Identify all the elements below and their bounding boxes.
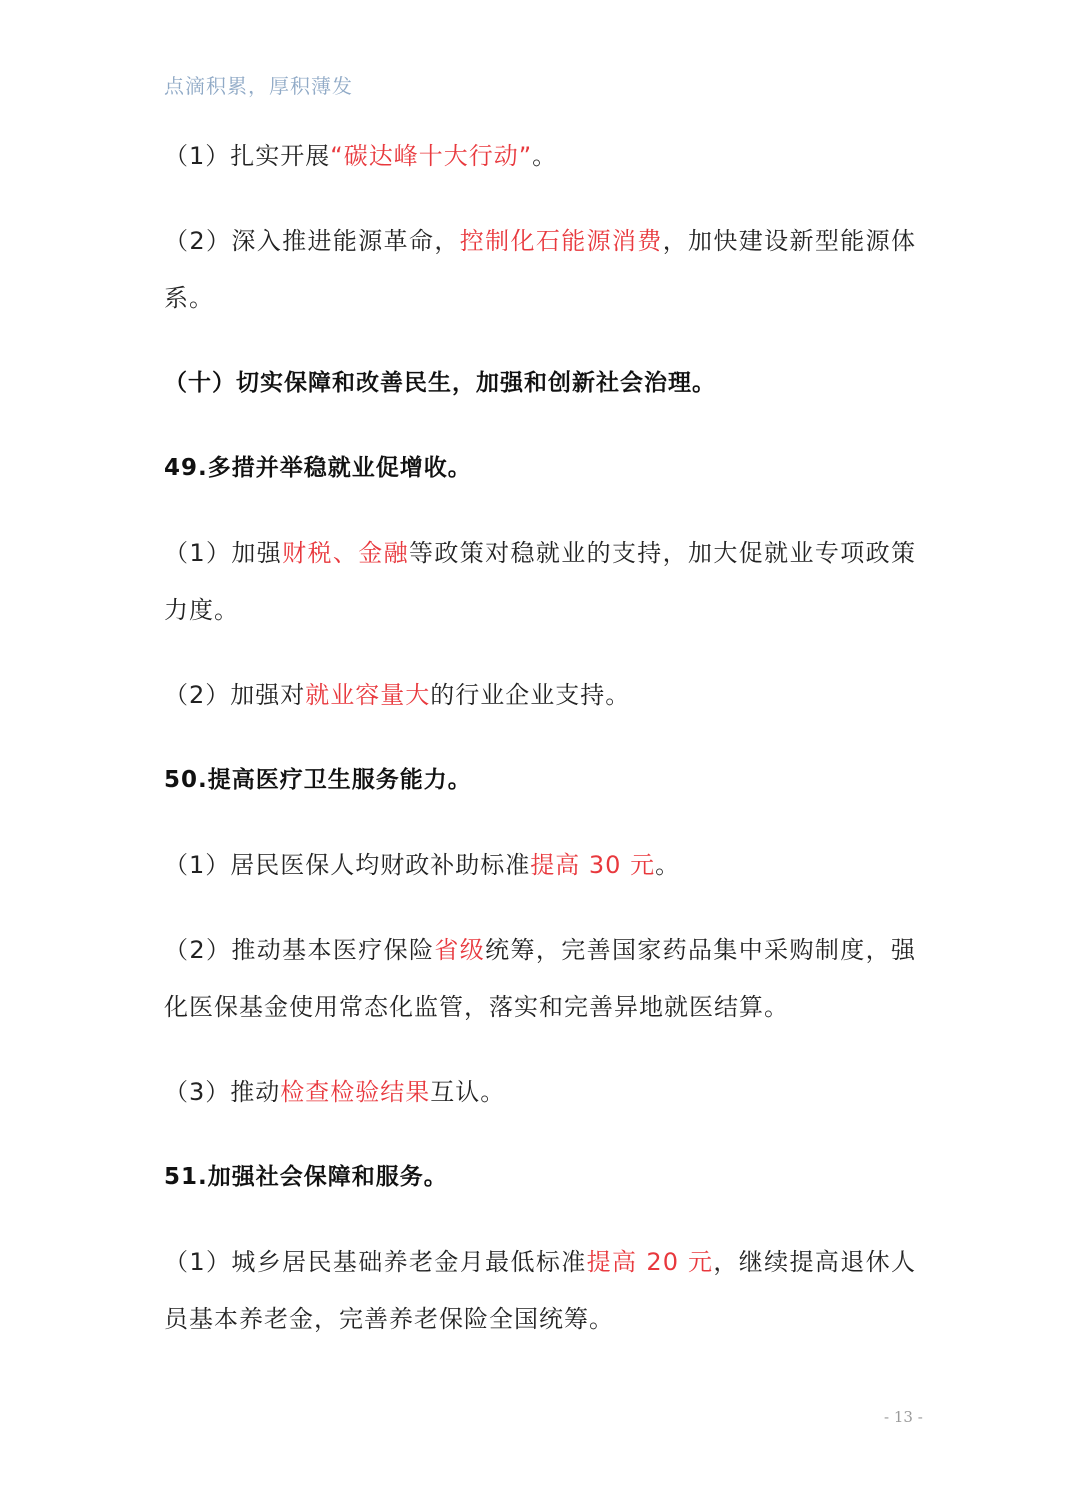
paragraph-51-1 bbox=[164, 1234, 916, 1348]
paragraph-text: 。 bbox=[655, 851, 681, 879]
paragraph-50-3 bbox=[164, 1064, 916, 1121]
highlight-text: 就业容量大 bbox=[305, 681, 431, 709]
paragraph-text: 。 bbox=[532, 142, 558, 170]
paragraph-text: （1）扎实开展 bbox=[164, 142, 331, 170]
paragraph-text: 的行业企业支持。 bbox=[430, 681, 631, 709]
paragraph-text: ，加快建设新型能源体系。 bbox=[164, 227, 917, 312]
page-number: - 13 - bbox=[884, 1408, 923, 1426]
paragraph-text: （1）城乡居民基础养老金月最低标准 bbox=[164, 1248, 587, 1276]
paragraph-text: （2）加强对 bbox=[164, 681, 306, 709]
paragraph-text: （2）推动基本医疗保险 bbox=[164, 936, 435, 964]
paragraph-50-2 bbox=[164, 922, 916, 1036]
paragraph-text: （2）深入推进能源革命， bbox=[164, 227, 460, 255]
highlight-text: 省级 bbox=[434, 936, 486, 964]
paragraph-text: 互认。 bbox=[430, 1078, 506, 1106]
paragraph-text: （1）加强 bbox=[164, 539, 283, 567]
paragraph-text: 等政策对稳就业的支持，加大促就业专项政策力度。 bbox=[164, 539, 917, 624]
paragraph-text: （1）居民医保人均财政补助标准 bbox=[164, 851, 531, 879]
paragraph-text: 统筹，完善国家药品集中采购制度，强化医保基金使用常态化监管，落实和完善异地就医结算。 bbox=[164, 936, 917, 1021]
item-heading-51: 51.加强社会保障和服务。 bbox=[164, 1164, 448, 1190]
item-heading-50: 50.提高医疗卫生服务能力。 bbox=[164, 767, 472, 793]
highlight-text: 检查检验结果 bbox=[280, 1078, 431, 1106]
section-heading-10: （十）切实保障和改善民生，加强和创新社会治理。 bbox=[164, 370, 716, 396]
highlight-text: 提高 30 元 bbox=[530, 851, 656, 879]
highlight-text: 控制化石能源消费 bbox=[459, 227, 663, 255]
paragraph-energy-revolution bbox=[164, 213, 916, 327]
page-header-text: 点滴积累，厚积薄发 bbox=[164, 74, 353, 98]
highlight-text: 财税、金融 bbox=[282, 539, 409, 567]
paragraph-carbon-peak bbox=[164, 128, 916, 185]
highlight-text: 提高 20 元 bbox=[586, 1248, 714, 1276]
paragraph-50-1 bbox=[164, 837, 916, 894]
paragraph-text: （3）推动 bbox=[164, 1078, 281, 1106]
paragraph-49-1 bbox=[164, 525, 916, 639]
document-body bbox=[164, 128, 916, 1376]
paragraph-text: ，继续提高退休人员基本养老金，完善养老保险全国统筹。 bbox=[164, 1248, 916, 1333]
highlight-text: “碳达峰十大行动” bbox=[330, 142, 533, 170]
paragraph-49-2 bbox=[164, 667, 916, 724]
item-heading-49: 49.多措并举稳就业促增收。 bbox=[164, 455, 472, 481]
